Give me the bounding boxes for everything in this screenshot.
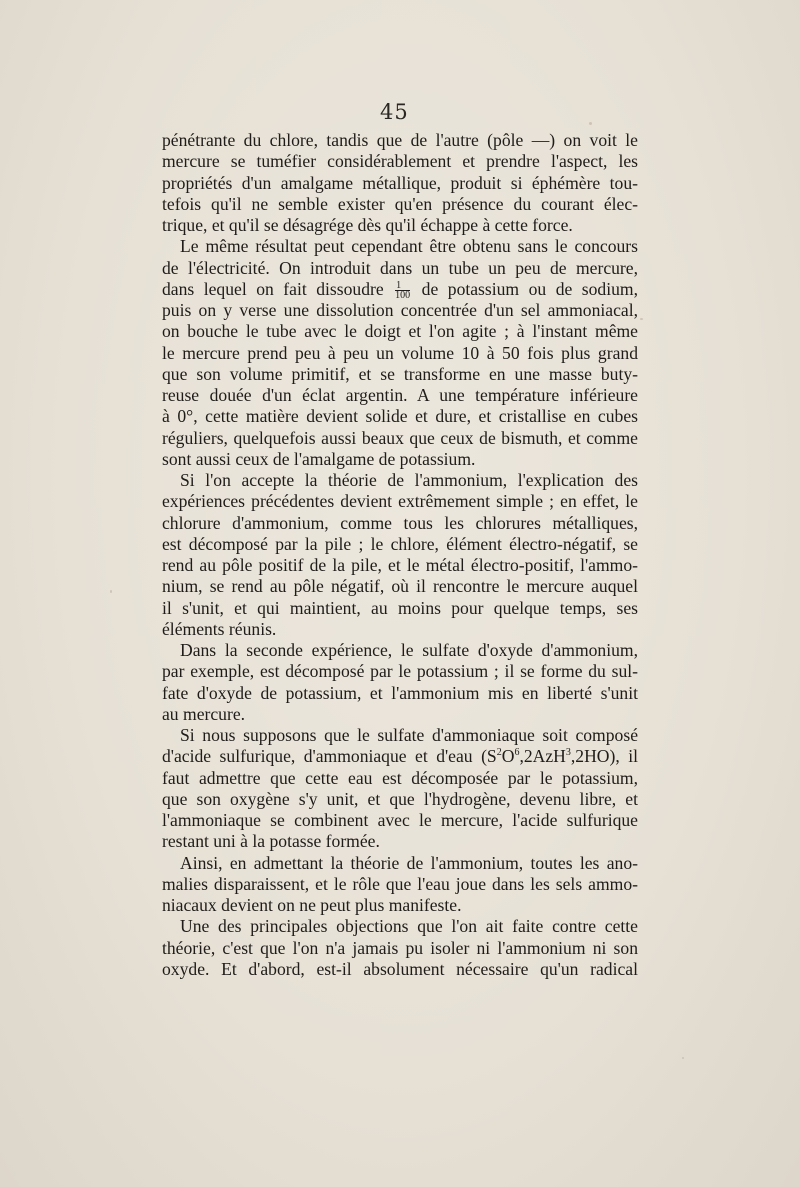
text-line-with-formula — [162, 746, 638, 767]
text-line: niacaux devient on ne peut plus manifeste. — [162, 895, 462, 915]
paragraph-start-line: Une des principales objections que l'on ait faite contre cette — [180, 916, 638, 937]
text-segment: dans lequel on fait dissoudre — [162, 278, 384, 299]
paragraph-start-line: Le même résultat peut cependant être obtenu sans le concours — [180, 236, 638, 257]
text-line: pénétrante du chlore, tandis que de l'autre (pôle —) on voit le — [162, 130, 638, 150]
text-line: est décomposé par la pile ; le chlore, élément électro-négatif, se — [162, 533, 638, 554]
paper-spot — [682, 1057, 684, 1059]
text-line: puis on y verse une dissolution concentrée d'un sel ammoniacal, — [162, 300, 638, 320]
text-line: par exemple, est décomposé par le potassium ; il se forme du sul- — [162, 661, 638, 682]
text-line: réguliers, quelquefois aussi beaux que ceux de bismuth, et comme — [162, 427, 638, 448]
paragraph-start-line: Si l'on accepte la théorie de l'ammonium, l'explication des — [180, 470, 638, 490]
text-line: trique, et qu'il se désagrége dès qu'il échappe à cette force. — [162, 215, 573, 235]
text-line: le mercure prend peu à peu un volume 10 à 50 fois plus grand — [162, 342, 638, 363]
paper-spot — [589, 122, 592, 125]
paragraph-start-line: Si nous supposons que le sulfate d'ammoniaque soit composé — [180, 725, 638, 745]
text-line: tefois qu'il ne semble exister qu'en présence du courant élec- — [162, 193, 638, 214]
text-line: mercure se tuméfier considérablement et prendre l'aspect, les — [162, 151, 638, 172]
page-number: 45 — [380, 100, 409, 124]
text-line: sont aussi ceux de l'amalgame de potassium. — [162, 448, 476, 469]
text-line: malies disparaissent, et le rôle que l'eau joue dans les sels ammo- — [162, 873, 638, 894]
text-line: éléments réunis. — [162, 618, 277, 639]
fraction-numerator: 1 — [395, 281, 410, 291]
text-line: que son volume primitif, et se transforme en une masse buty- — [162, 363, 638, 384]
text-line: faut admettre que cette eau est décomposée par le potassium, — [162, 767, 638, 788]
fraction-denominator: 100 — [395, 290, 411, 302]
text-line: de l'électricité. On introduit dans un tube un peu de mercure, — [162, 257, 638, 278]
text-line: restant uni à la potasse formée. — [162, 831, 380, 852]
text-line: il s'unit, et qui maintient, au moins pour quelque temps, ses — [162, 597, 638, 618]
text-line: propriétés d'un amalgame métallique, produit si éphémère tou- — [162, 172, 638, 193]
text-line: que son oxygène s'y unit, et que l'hydrogène, devenu libre, et — [162, 788, 638, 809]
text-segment: de potassium ou de sodium, — [421, 278, 638, 299]
body-text — [162, 130, 638, 980]
text-segment: il — [628, 746, 638, 767]
text-line: au mercure. — [162, 703, 246, 724]
paper-spot — [110, 590, 112, 593]
text-segment: d'acide sulfurique, d'ammoniaque et d'eau — [162, 746, 473, 767]
text-line: rend au pôle positif de la pile, et le métal électro-positif, l'ammo- — [162, 555, 638, 575]
text-line: oxyde. Et d'abord, est-il absolument nécessaire qu'un radical — [162, 958, 638, 979]
fraction — [395, 281, 410, 300]
text-line: l'ammoniaque se combinent avec le mercure, l'acide sulfurique — [162, 810, 638, 830]
text-line: on bouche le tube avec le doigt et l'on agite ; à l'instant même — [162, 321, 638, 342]
paragraph-start-line: Dans la seconde expérience, le sulfate d'oxyde d'ammonium, — [180, 640, 638, 660]
text-line-with-fraction — [162, 279, 638, 300]
text-line: nium, se rend au pôle négatif, où il rencontre le mercure auquel — [162, 576, 638, 597]
paper-spot — [640, 318, 643, 320]
text-line: fate d'oxyde de potassium, et l'ammonium mis en liberté s'unit — [162, 682, 638, 703]
text-line: théorie, c'est que l'on n'a jamais pu isoler ni l'ammonium ni son — [162, 937, 638, 958]
text-line: à 0°, cette matière devient solide et dure, et cristallise en cubes — [162, 406, 638, 427]
text-line: chlorure d'ammonium, comme tous les chlorures métalliques, — [162, 512, 638, 533]
chemical-formula: $(S^2O^6,2AzH^3,2HO)$, — [481, 746, 620, 767]
paragraph-start-line: Ainsi, en admettant la théorie de l'ammonium, toutes les ano- — [180, 852, 638, 873]
text-line: reuse douée d'un éclat argentin. A une température inférieure — [162, 385, 638, 405]
text-line: expériences précédentes devient extrêmement simple ; en effet, le — [162, 491, 638, 512]
